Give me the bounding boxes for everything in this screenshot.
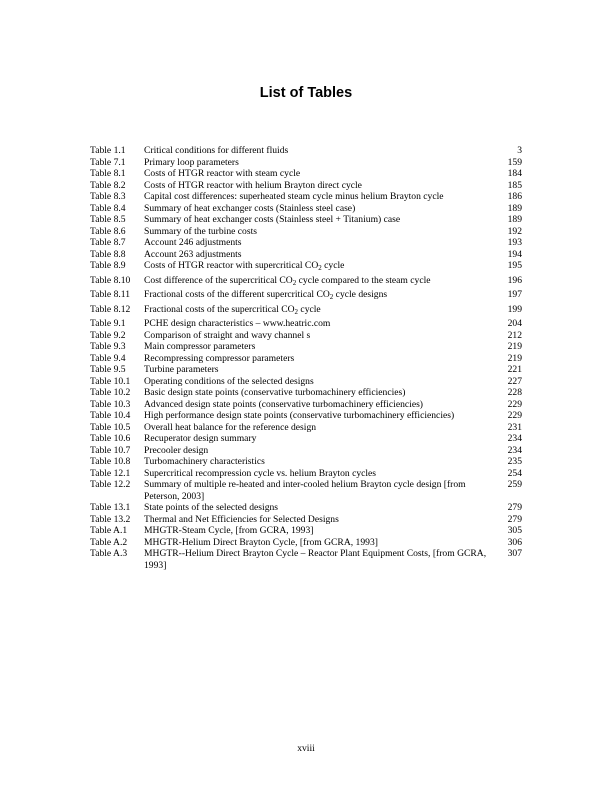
table-list-entry[interactable] bbox=[90, 456, 522, 468]
entry-page-number: 234 bbox=[507, 433, 522, 444]
entry-label: Table 9.2 bbox=[90, 329, 126, 341]
entry-label: Table 8.7 bbox=[90, 237, 126, 248]
entry-page-number: 185 bbox=[507, 179, 522, 191]
entry-page-number: 197 bbox=[507, 289, 522, 300]
entry-page-number: 194 bbox=[507, 248, 522, 260]
entry-description-text: cycle designs bbox=[333, 289, 388, 300]
entry-page-number: 279 bbox=[507, 513, 522, 525]
entry-label: Table 10.2 bbox=[90, 387, 131, 398]
entry-description: MHGTR--Helium Direct Brayton Cycle – Reactor Plant Equipment Costs, [from GCRA, 1993] bbox=[144, 548, 487, 571]
entry-description: Summary of heat exchanger costs (Stainless steel case) bbox=[144, 202, 356, 214]
table-list-entry[interactable] bbox=[90, 387, 522, 399]
table-list-entry[interactable] bbox=[90, 180, 522, 192]
table-list-entry[interactable] bbox=[90, 237, 522, 249]
entry-description bbox=[144, 260, 496, 275]
table-list-entry[interactable] bbox=[90, 330, 522, 342]
entry-description: MHGTR-Steam Cycle, [from GCRA, 1993] bbox=[144, 525, 314, 536]
entry-label: Table 12.2 bbox=[90, 479, 131, 490]
entry-label: Table 9.3 bbox=[90, 341, 126, 352]
entry-page-number: 186 bbox=[507, 191, 522, 202]
table-list-entry[interactable] bbox=[90, 226, 522, 238]
entry-description: Comparison of straight and wavy channel s bbox=[144, 329, 311, 341]
entry-page-number: 193 bbox=[507, 237, 522, 248]
entry-description: Recompressing compressor parameters bbox=[144, 352, 295, 364]
entry-description-text: cycle bbox=[321, 260, 345, 271]
entry-page-number: 235 bbox=[507, 456, 522, 467]
entry-page-number: 184 bbox=[507, 168, 522, 179]
table-list-entry[interactable] bbox=[90, 537, 522, 549]
entry-page-number: 192 bbox=[507, 225, 522, 237]
table-list-entry[interactable] bbox=[90, 353, 522, 365]
entry-description: Main compressor parameters bbox=[144, 341, 256, 352]
subscript: 2 bbox=[318, 264, 322, 272]
entry-description: Summary of heat exchanger costs (Stainless steel + Titanium) case bbox=[144, 214, 401, 225]
entry-page-number: 227 bbox=[507, 375, 522, 387]
entry-description: High performance design state points (conservative turbomachinery efficiencies) bbox=[144, 410, 455, 421]
entry-label: Table 8.6 bbox=[90, 225, 126, 237]
entry-page-number: 159 bbox=[507, 156, 522, 168]
entry-description: Overall heat balance for the reference design bbox=[144, 421, 317, 433]
entry-page-number: 219 bbox=[507, 352, 522, 364]
entry-description-text: Fractional costs of the different supercritical CO bbox=[144, 289, 330, 300]
entry-label: Table 10.3 bbox=[90, 398, 131, 410]
entry-description: Costs of HTGR reactor with helium Brayton direct cycle bbox=[144, 179, 362, 191]
entry-page-number: 234 bbox=[507, 444, 522, 456]
entry-label: Table 10.7 bbox=[90, 444, 131, 456]
entry-label: Table 8.8 bbox=[90, 248, 126, 260]
entry-description: Account 246 adjustments bbox=[144, 237, 242, 248]
entry-description: Turbomachinery characteristics bbox=[144, 456, 265, 467]
entry-description: Supercritical recompression cycle vs. helium Brayton cycles bbox=[144, 467, 377, 479]
entry-page-number: 189 bbox=[507, 202, 522, 214]
entry-description: Precooler design bbox=[144, 444, 209, 456]
entry-label: Table A.2 bbox=[90, 536, 128, 548]
entry-page-number: 212 bbox=[507, 329, 522, 341]
entry-description: Summary of multiple re-heated and inter-cooled helium Brayton cycle design [from Peterson, 2003] bbox=[144, 479, 466, 502]
table-list-entry[interactable] bbox=[90, 275, 522, 290]
entry-label: Table 8.2 bbox=[90, 179, 126, 191]
entry-description: Advanced design state points (conservative turbomachinery efficiencies) bbox=[144, 398, 424, 410]
entry-description: Summary of the turbine costs bbox=[144, 225, 257, 237]
entry-description bbox=[144, 275, 496, 290]
entry-page-number: 231 bbox=[507, 421, 522, 433]
table-list-entry[interactable] bbox=[90, 157, 522, 169]
table-list-entry[interactable] bbox=[90, 249, 522, 261]
entry-description: MHGTR-Helium Direct Brayton Cycle, [from GCRA, 1993] bbox=[144, 536, 378, 548]
entry-label: Table 10.1 bbox=[90, 375, 131, 387]
table-list-entry[interactable] bbox=[90, 422, 522, 434]
table-list-entry[interactable] bbox=[90, 399, 522, 411]
table-list-entry[interactable] bbox=[90, 548, 522, 571]
entry-description-text: cycle bbox=[298, 303, 321, 315]
entry-page-number: 3 bbox=[517, 145, 522, 156]
entry-description-text: Fractional costs of the supercritical CO bbox=[144, 303, 295, 315]
entry-page-number: 221 bbox=[507, 364, 522, 375]
entry-label: Table 10.5 bbox=[90, 421, 131, 433]
entry-description: Critical conditions for different fluids bbox=[144, 145, 289, 156]
entry-label: Table 9.5 bbox=[90, 364, 126, 375]
entry-label: Table 13.1 bbox=[90, 502, 131, 513]
entry-page-number: 306 bbox=[507, 536, 522, 548]
table-list-entry[interactable] bbox=[90, 304, 522, 319]
table-list-entry[interactable] bbox=[90, 318, 522, 330]
entry-label: Table 9.4 bbox=[90, 352, 126, 364]
entry-label: Table 8.1 bbox=[90, 168, 126, 179]
entry-description bbox=[144, 304, 496, 319]
entry-page-number: 189 bbox=[507, 214, 522, 225]
table-list-entry[interactable] bbox=[90, 468, 522, 480]
subscript: 2 bbox=[292, 278, 297, 287]
table-list-entry[interactable] bbox=[90, 433, 522, 445]
table-list-entry[interactable] bbox=[90, 145, 522, 157]
list-of-tables bbox=[90, 145, 522, 571]
table-list-entry[interactable] bbox=[90, 168, 522, 180]
table-list-entry[interactable] bbox=[90, 191, 522, 203]
table-list-entry[interactable] bbox=[90, 214, 522, 226]
entry-description: Primary loop parameters bbox=[144, 156, 239, 168]
table-list-entry[interactable] bbox=[90, 445, 522, 457]
entry-label: Table 8.4 bbox=[90, 202, 126, 214]
entry-page-number: 204 bbox=[507, 318, 522, 329]
entry-page-number: 229 bbox=[507, 410, 522, 421]
page-title: List of Tables bbox=[259, 85, 353, 101]
entry-page-number: 307 bbox=[507, 548, 522, 559]
entry-description: Costs of HTGR reactor with steam cycle bbox=[144, 168, 301, 179]
entry-description: Recuperator design summary bbox=[144, 433, 257, 444]
entry-description: Basic design state points (conservative turbomachinery efficiencies) bbox=[144, 387, 406, 398]
entry-label: Table 7.1 bbox=[90, 156, 126, 168]
entry-description: State points of the selected designs bbox=[144, 502, 279, 513]
entry-description: PCHE design characteristics – www.heatric.com bbox=[144, 318, 331, 329]
table-list-entry[interactable] bbox=[90, 364, 522, 376]
table-list-entry[interactable] bbox=[90, 479, 522, 502]
entry-description: Account 263 adjustments bbox=[144, 248, 242, 260]
entry-description-text: cycle compared to the steam cycle bbox=[296, 274, 431, 286]
entry-description: Capital cost differences: superheated steam cycle minus helium Brayton cycle bbox=[144, 191, 444, 202]
subscript: 2 bbox=[329, 293, 334, 301]
entry-page-number: 196 bbox=[507, 274, 522, 286]
entry-page-number: 199 bbox=[507, 303, 522, 315]
entry-label: Table 8.3 bbox=[90, 191, 126, 202]
entry-label: Table 10.4 bbox=[90, 410, 131, 421]
table-list-entry[interactable] bbox=[90, 525, 522, 537]
entry-page-number: 305 bbox=[507, 525, 522, 536]
entry-label: Table A.1 bbox=[90, 525, 128, 536]
entry-description bbox=[144, 289, 496, 304]
entry-label: Table 8.10 bbox=[90, 274, 131, 286]
entry-page-number: 259 bbox=[507, 479, 522, 490]
page-number: xviii bbox=[297, 743, 315, 754]
entry-label: Table 13.2 bbox=[90, 513, 131, 525]
entry-label: Table 8.9 bbox=[90, 260, 126, 271]
entry-page-number: 229 bbox=[507, 398, 522, 410]
entry-page-number: 219 bbox=[507, 341, 522, 352]
table-list-entry[interactable] bbox=[90, 502, 522, 514]
entry-label: Table 10.6 bbox=[90, 433, 131, 444]
entry-label: Table 10.8 bbox=[90, 456, 131, 467]
entry-page-number: 279 bbox=[507, 502, 522, 513]
entry-label: Table A.3 bbox=[90, 548, 128, 559]
entry-description: Operating conditions of the selected designs bbox=[144, 375, 314, 387]
entry-label: Table 8.12 bbox=[90, 303, 131, 315]
table-list-entry[interactable] bbox=[90, 376, 522, 388]
entry-label: Table 1.1 bbox=[90, 145, 126, 156]
entry-label: Table 8.5 bbox=[90, 214, 126, 225]
table-list-entry[interactable] bbox=[90, 289, 522, 304]
entry-label: Table 8.11 bbox=[90, 289, 130, 300]
entry-label: Table 9.1 bbox=[90, 318, 126, 329]
entry-description-text: Cost difference of the supercritical CO bbox=[144, 274, 293, 286]
table-list-entry[interactable] bbox=[90, 260, 522, 275]
entry-page-number: 195 bbox=[507, 260, 522, 271]
entry-page-number: 254 bbox=[507, 467, 522, 479]
entry-label: Table 12.1 bbox=[90, 467, 131, 479]
entry-page-number: 228 bbox=[507, 387, 522, 398]
table-list-entry[interactable] bbox=[90, 341, 522, 353]
entry-description: Thermal and Net Efficiencies for Selected Designs bbox=[144, 513, 339, 525]
table-list-entry[interactable] bbox=[90, 514, 522, 526]
subscript: 2 bbox=[294, 307, 299, 316]
entry-description: Turbine parameters bbox=[144, 364, 219, 375]
entry-description-text: Costs of HTGR reactor with supercritical CO bbox=[144, 260, 319, 271]
table-list-entry[interactable] bbox=[90, 410, 522, 422]
table-list-entry[interactable] bbox=[90, 203, 522, 215]
